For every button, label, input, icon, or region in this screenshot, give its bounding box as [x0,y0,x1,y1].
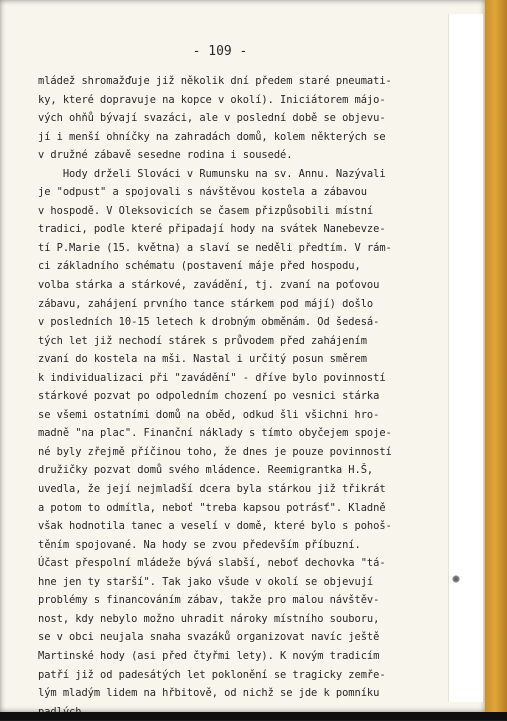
text-line: těním spojované. Na hody se zvou především příbuzní. [38,538,361,551]
text-line: Martinské hody (asi před čtyřmi lety). K novým tradicím [38,649,380,662]
text-line: tých let již nechodí stárek s průvodem před zahájením [38,334,367,347]
text-line: Hody drželi Slováci v Rumunsku na sv. Annu. Nazývali [38,167,386,180]
text-line: zvaní do kostela na mši. Nastal i určitý posun směrem [38,353,367,366]
page-binding-inner [448,14,483,702]
text-line: patří již od padesátých let poklonění se tragicky zemře- [38,668,386,681]
text-line: uvedla, že její nejmladší dcera byla stárkou již třikrát [38,483,386,496]
text-line: tradici, podle které připadají hody na svátek Nanebevze- [38,223,386,236]
text-line: mládež shromažďuje již několik dní předem staré pneumati- [38,75,392,87]
text-line: hne jen ty starší". Tak jako všude v okolí se objevují [38,575,374,588]
text-line: družičky pozvat domů svého mládence. Reemigrantka H.Š, [38,464,374,477]
text-line: a potom to odmítla, neboť "treba kapsou potrásť". Kladně [38,501,386,514]
text-line: Účast přespolní mládeže bývá slabší, neboť dechovka "tá- [38,557,386,570]
text-line: vých ohňů bývají svazáci, ale v poslední době se objevu- [38,112,386,125]
text-line: k individualizaci při "zavádění" - dříve bylo povinností [38,371,386,384]
text-line: v posledních 10-15 letech k drobným obměnám. Od šedesá- [38,316,380,329]
text-line: madně "na plac". Finanční náklady s tímto obyčejem spoje- [38,427,392,440]
text-line: lým mladým lidem na hřbitově, od nichž se jde k pomníku [38,687,380,700]
text-line: ky, které dopravuje na kopce v okolí). Iniciátorem májo- [38,93,386,106]
text-line: v hospodě. V Oleksovicích se časem přizpůsobili místní [38,204,374,217]
page-number: - 109 - [192,44,248,59]
text-line: v družné zábavě sesedne rodina i sousedé. [38,149,293,162]
book-binding-edge [485,0,507,712]
text-line: ci základního schématu (postavení máje před hospodu, [38,260,361,273]
text-line: problémy s financováním zábav, takže pro malou návštěv- [38,594,380,607]
text-line: zábavu, zahájení prvního tance stárkem pod májí) došlo [38,297,374,310]
text-line: jí i menší ohníčky na zahradách domů, kolem některých se [38,130,386,143]
text-line: tí P.Marie (15. května) a slaví se neděli předtím. V rám- [38,241,392,254]
text-line: se v obci neujala snaha svazáků organizovat navíc ještě [38,631,380,644]
text-line: né byly zřejmě příčinou toho, že dnes je pouze povinností [38,445,392,458]
text-line: stárkové pozvat po odpoledním chození po vesnici stárka [38,390,380,403]
text-line: je "odpust" a spojovali s návštěvou kostela a zábavou [38,186,367,199]
scan-background [0,712,507,720]
text-line: volba stárka a stárkové, zavádění, tj. zvaní na poťovou [38,279,380,292]
ink-spot [452,575,460,583]
text-line: se všemi ostatními domů na oběd, odkud šli všichni hro- [38,408,380,421]
body-text [38,72,448,721]
text-line: nost, kdy nebylo možno uhradit nároky místního souboru, [38,612,380,625]
text-line: však hodnotila tanec a veselí v domě, které bylo s pohoš- [38,520,392,533]
